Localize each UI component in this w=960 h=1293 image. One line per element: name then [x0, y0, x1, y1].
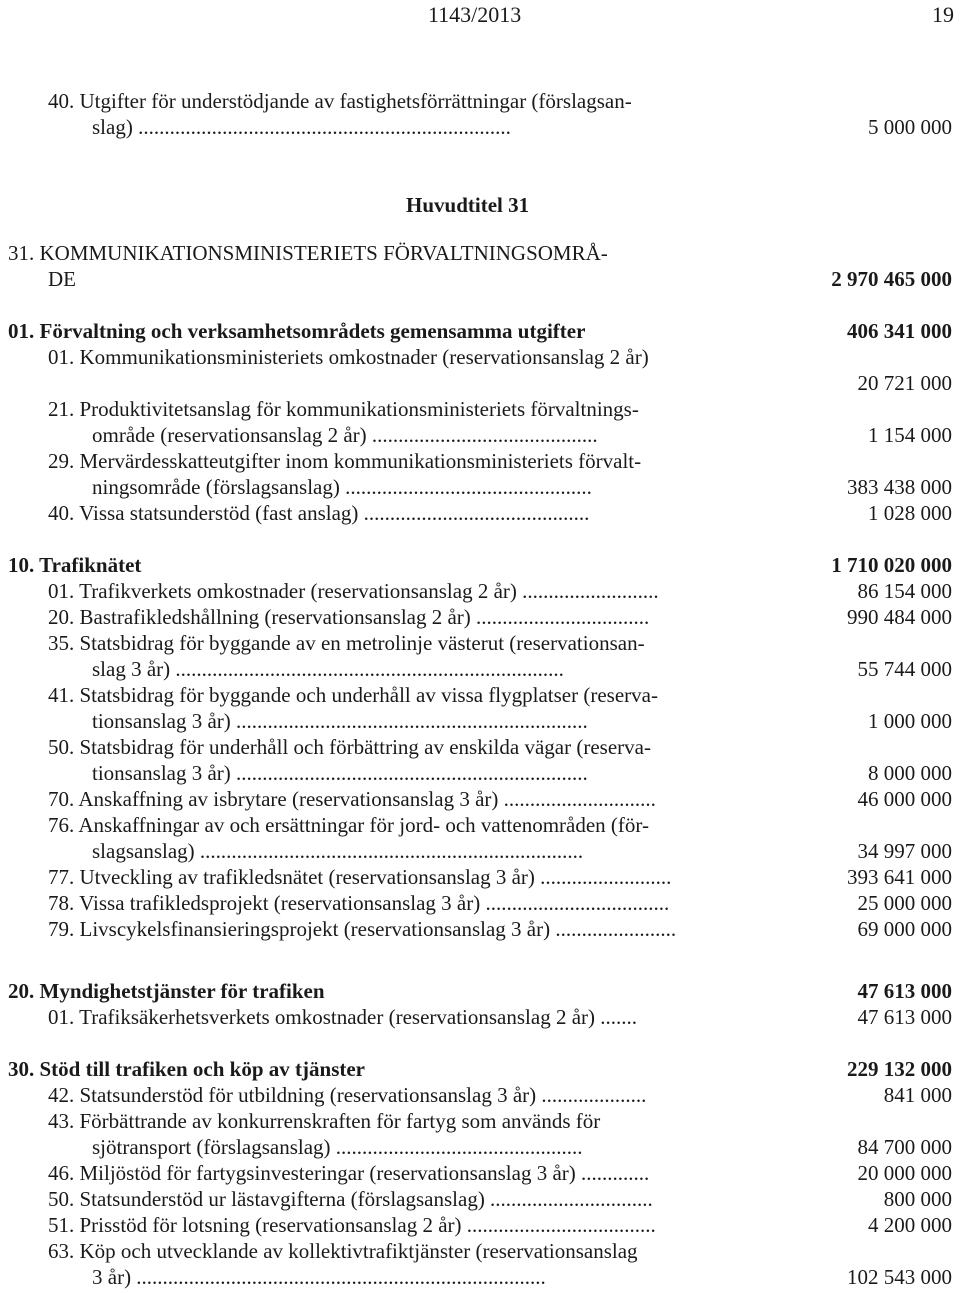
- sec10-item-79: 79. Livscykelsfinansieringsprojekt (reservationsanslag 3 år) .......................: [48, 917, 677, 941]
- ministry-line1: 31. KOMMUNIKATIONSMINISTERIETS FÖRVALTNINGSOMRÅ-: [8, 241, 608, 265]
- sec30-item-63-amount: 102 543 000: [847, 1265, 952, 1289]
- sec01-item-01: 01. Kommunikationsministeriets omkostnader (reservationsanslag 2 år): [48, 345, 649, 369]
- sec10-item-78: 78. Vissa trafikledsprojekt (reservationsanslag 3 år) ...................................: [48, 891, 670, 915]
- sec30-item-51-amount: 4 200 000: [868, 1213, 952, 1237]
- page-title: Huvudtitel 31: [406, 193, 530, 217]
- item-40-amount: 5 000 000: [868, 115, 952, 139]
- sec30-item-63-line1: 63. Köp och utvecklande av kollektivtrafiktjänster (reservationsanslag: [48, 1239, 638, 1263]
- sec10-item-41-amount: 1 000 000: [868, 709, 952, 733]
- sec01-item-21-amount: 1 154 000: [868, 423, 952, 447]
- section-01-heading: 01. Förvaltning och verksamhetsområdets gemensamma utgifter: [8, 319, 586, 343]
- sec10-item-35-line2: slag 3 år) ..........................................................................: [92, 657, 564, 681]
- sec01-item-29-line2: ningsområde (förslagsanslag) ...............................................: [92, 475, 592, 499]
- sec10-item-41-line1: 41. Statsbidrag för byggande och underhåll av vissa flygplatser (reserva-: [48, 683, 658, 707]
- section-30-amount: 229 132 000: [847, 1057, 952, 1081]
- sec30-item-63-line2: 3 år) ..............................................................................: [92, 1265, 546, 1289]
- sec20-item-01: 01. Trafiksäkerhetsverkets omkostnader (reservationsanslag 2 år) .......: [48, 1005, 638, 1029]
- sec10-item-78-amount: 25 000 000: [857, 891, 952, 915]
- page-number: 19: [932, 2, 954, 27]
- sec30-item-43-line1: 43. Förbättrande av konkurrenskraften för fartyg som används för: [48, 1109, 601, 1133]
- section-30-heading: 30. Stöd till trafiken och köp av tjänster: [8, 1057, 365, 1081]
- section-01-amount: 406 341 000: [847, 319, 952, 343]
- sec10-item-01: 01. Trafikverkets omkostnader (reservationsanslag 2 år) ..........................: [48, 579, 659, 603]
- ministry-line2: DE: [48, 267, 76, 291]
- sec10-item-79-amount: 69 000 000: [857, 917, 952, 941]
- sec10-item-77: 77. Utveckling av trafikledsnätet (reservationsanslag 3 år) .........................: [48, 865, 672, 889]
- sec10-item-50-line1: 50. Statsbidrag för underhåll och förbättring av enskilda vägar (reserva-: [48, 735, 651, 759]
- sec10-item-50-line2: tionsanslag 3 år) ...................................................................: [92, 761, 588, 785]
- sec01-item-01-amount: 20 721 000: [857, 371, 952, 395]
- sec10-item-50-amount: 8 000 000: [868, 761, 952, 785]
- sec30-item-50: 50. Statsunderstöd ur lästavgifterna (förslagsanslag) ...............................: [48, 1187, 653, 1211]
- sec01-item-40: 40. Vissa statsunderstöd (fast anslag) ...........................................: [48, 501, 590, 525]
- sec30-item-43-amount: 84 700 000: [857, 1135, 952, 1159]
- item-40-line2: slag) .......................................................................: [92, 115, 511, 139]
- sec10-item-01-amount: 86 154 000: [857, 579, 952, 603]
- sec10-item-20-amount: 990 484 000: [847, 605, 952, 629]
- sec10-item-20: 20. Bastrafikledshållning (reservationsanslag 2 år) .................................: [48, 605, 650, 629]
- section-20-heading: 20. Myndighetstjänster för trafiken: [8, 979, 325, 1003]
- sec10-item-35-amount: 55 744 000: [857, 657, 952, 681]
- sec20-item-01-amount: 47 613 000: [857, 1005, 952, 1029]
- sec10-item-76-amount: 34 997 000: [857, 839, 952, 863]
- sec30-item-51: 51. Prisstöd för lotsning (reservationsanslag 2 år) ....................................: [48, 1213, 656, 1237]
- sec01-item-21-line2: område (reservationsanslag 2 år) ...........................................: [92, 423, 598, 447]
- sec10-item-77-amount: 393 641 000: [847, 865, 952, 889]
- sec30-item-50-amount: 800 000: [883, 1187, 952, 1211]
- sec30-item-46-amount: 20 000 000: [857, 1161, 952, 1185]
- sec30-item-42-amount: 841 000: [883, 1083, 952, 1107]
- sec30-item-43-line2: sjötransport (förslagsanslag) ...............................................: [92, 1135, 583, 1159]
- section-10-amount: 1 710 020 000: [831, 553, 952, 577]
- ministry-amount: 2 970 465 000: [831, 267, 952, 291]
- sec30-item-46: 46. Miljöstöd för fartygsinvesteringar (reservationsanslag 3 år) .............: [48, 1161, 650, 1185]
- sec01-item-29-line1: 29. Mervärdesskatteutgifter inom kommunikationsministeriets förvalt-: [48, 449, 642, 473]
- document-number: 1143/2013: [428, 2, 522, 27]
- section-10-heading: 10. Trafiknätet: [8, 553, 142, 577]
- item-40-line1: 40. Utgifter för understödjande av fastighetsförrättningar (förslagsan-: [48, 89, 632, 113]
- sec01-item-40-amount: 1 028 000: [868, 501, 952, 525]
- sec01-item-21-line1: 21. Produktivitetsanslag för kommunikationsministeriets förvaltnings-: [48, 397, 639, 421]
- sec10-item-41-line2: tionsanslag 3 år) ...................................................................: [92, 709, 588, 733]
- sec30-item-42: 42. Statsunderstöd för utbildning (reservationsanslag 3 år) ....................: [48, 1083, 647, 1107]
- section-20-amount: 47 613 000: [857, 979, 952, 1003]
- sec10-item-70: 70. Anskaffning av isbrytare (reservationsanslag 3 år) .............................: [48, 787, 656, 811]
- sec10-item-70-amount: 46 000 000: [857, 787, 952, 811]
- sec10-item-35-line1: 35. Statsbidrag för byggande av en metrolinje västerut (reservationsan-: [48, 631, 645, 655]
- sec10-item-76-line1: 76. Anskaffningar av och ersättningar för jord- och vattenområden (för-: [48, 813, 649, 837]
- sec10-item-76-line2: slagsanslag) .........................................................................: [92, 839, 584, 863]
- sec01-item-29-amount: 383 438 000: [847, 475, 952, 499]
